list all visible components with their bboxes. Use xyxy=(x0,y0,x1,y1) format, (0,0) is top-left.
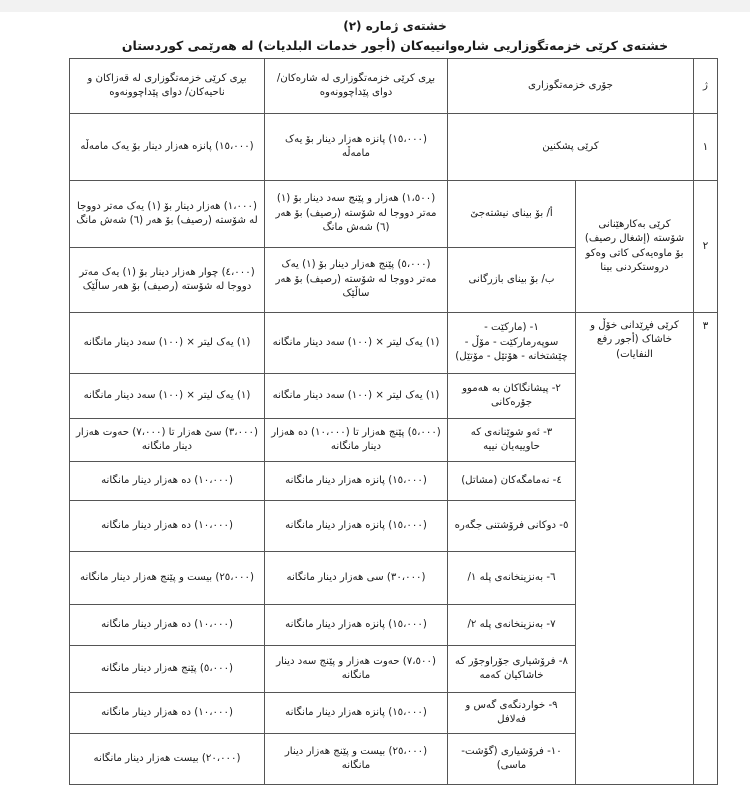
service-subtype: ٦- بەنزینخانەی پلە ١/ xyxy=(448,552,576,605)
service-category: کرێی بەکارهێنانی شۆستە (إشغال رصيف) بۆ ماوەیەکی کاتی وەکو دروستکردنی بینا xyxy=(576,181,694,313)
table-row xyxy=(70,313,718,374)
document-page xyxy=(57,12,733,771)
fee-cities: (٥،٠٠٠) پێنج هەزار تا (١٠،٠٠٠) دە هەزار دینار مانگانە xyxy=(265,419,448,462)
fee-districts: (٥،٠٠٠) پێنج هەزار دینار مانگانە xyxy=(70,646,265,693)
fee-cities: (١٥،٠٠٠) پانزە هەزار دینار مانگانە xyxy=(265,605,448,646)
service-subtype: ١- (مارکێت - سوپەرمارکێت - مۆڵ - چێشتخانە - هۆتێل - مۆتێل) xyxy=(448,313,576,374)
service-subtype: ٩- خواردنگەی گەس و فەلافل xyxy=(448,693,576,734)
fee-cities: (١،٥٠٠) هەزار و پێنج سەد دینار بۆ (١) مەتر دووجا لە شۆستە (رصيف) بۆ هەر (٦) شەش مانگ xyxy=(265,181,448,248)
service-subtype: ٣- ئەو شوێنانەی کە حاوییەیان نییە xyxy=(448,419,576,462)
fee-districts: (١٠،٠٠٠) دە هەزار دینار مانگانە xyxy=(70,501,265,552)
fee-districts: (١) یەک لیتر × (١٠٠) سەد دینار مانگانە xyxy=(70,374,265,419)
fee-districts: (١٠،٠٠٠) دە هەزار دینار مانگانە xyxy=(70,693,265,734)
service-subtype: ٤- نەمامگەکان (مشاتل) xyxy=(448,462,576,501)
fee-cities: (١٥،٠٠٠) پانزە هەزار دینار مانگانە xyxy=(265,693,448,734)
service-subtype: ٥- دوکانی فرۆشتنی جگەرە xyxy=(448,501,576,552)
fee-districts: (٣،٠٠٠) سێ هەزار تا (٧،٠٠٠) حەوت هەزار دینار مانگانە xyxy=(70,419,265,462)
header-no: ژ xyxy=(694,59,718,114)
service-subtype: ١٠- فرۆشیاری (گۆشت- ماسی) xyxy=(448,734,576,785)
top-strip xyxy=(0,0,750,12)
fee-districts: (٤،٠٠٠) چوار هەزار دینار بۆ (١) یەک مەتر دووجا لە شۆستە (رصيف) بۆ هەر ساڵێک xyxy=(70,248,265,313)
service-type: کرێی پشکنین xyxy=(448,114,694,181)
fee-cities: (١٥،٠٠٠) پانزە هەزار دینار مانگانە xyxy=(265,501,448,552)
fee-cities: (١٥،٠٠٠) پانزە هەزار دینار مانگانە xyxy=(265,462,448,501)
service-category: کرێی فڕێدانی خۆڵ و خاشاک (أجور رفع النفايات) xyxy=(576,313,694,785)
header-cities: بڕی کرێی خزمەتگوزاری لە شارەکان/ دوای پێداچوونەوە xyxy=(265,59,448,114)
row-number: ٣ xyxy=(694,313,718,785)
header-districts: بڕی کرێی خزمەتگوزاری لە قەزاکان و ناحیەکان/ دوای پێداچوونەوە xyxy=(70,59,265,114)
fee-cities: (٢٥،٠٠٠) بیست و پێنج هەزار دینار مانگانە xyxy=(265,734,448,785)
table-row xyxy=(70,114,718,181)
table-header-row xyxy=(70,59,718,114)
fee-cities: (١) یەک لیتر × (١٠٠) سەد دینار مانگانە xyxy=(265,313,448,374)
row-number: ١ xyxy=(694,114,718,181)
service-subtype: ب/ بۆ بینای بازرگانی xyxy=(448,248,576,313)
table-row xyxy=(70,181,718,248)
fee-districts: (١) یەک لیتر × (١٠٠) سەد دینار مانگانە xyxy=(70,313,265,374)
fee-cities: (١) یەک لیتر × (١٠٠) سەد دینار مانگانە xyxy=(265,374,448,419)
document-title: خشتەی کرێی خزمەتگوزاریی شارەوانییەکان (أجور خدمات البلديات) لە هەرێمی کوردستان xyxy=(121,38,669,53)
table-number: خشتەی ژمارە (٢) xyxy=(343,19,447,33)
fee-cities: (٥،٠٠٠) پێنج هەزار دینار بۆ (١) یەک مەتر دووجا لە شۆستە (رصيف) بۆ هەر ساڵێک xyxy=(265,248,448,313)
service-subtype: ٢- پیشانگاکان بە هەموو جۆرەکانی xyxy=(448,374,576,419)
header-type: جۆری خزمەتگوزاری xyxy=(448,59,694,114)
row-number: ٢ xyxy=(694,181,718,313)
service-subtype: ٨- فرۆشیاری جۆراوجۆر کە خاشاکیان کەمە xyxy=(448,646,576,693)
fee-cities: (٣٠،٠٠٠) سی هەزار دینار مانگانە xyxy=(265,552,448,605)
fee-districts: (١،٠٠٠) هەزار دینار بۆ (١) یەک مەتر دووجا لە شۆستە (رصيف) بۆ هەر (٦) شەش مانگ xyxy=(70,181,265,248)
fee-cities: (٧،٥٠٠) حەوت هەزار و پێنج سەد دینار مانگانە xyxy=(265,646,448,693)
fee-cities: (١٥،٠٠٠) پانزە هەزار دینار بۆ یەک مامەڵە xyxy=(265,114,448,181)
fee-districts: (٢٥،٠٠٠) بیست و پێنج هەزار دینار مانگانە xyxy=(70,552,265,605)
service-subtype: أ/ بۆ بینای نیشتەجێ xyxy=(448,181,576,248)
fee-districts: (٢٠،٠٠٠) بیست هەزار دینار مانگانە xyxy=(70,734,265,785)
fee-districts: (١٠،٠٠٠) دە هەزار دینار مانگانە xyxy=(70,462,265,501)
fees-table xyxy=(69,58,718,785)
fee-districts: (١٥،٠٠٠) پانزە هەزار دینار بۆ یەک مامەڵە xyxy=(70,114,265,181)
service-subtype: ٧- بەنزینخانەی پلە ٢/ xyxy=(448,605,576,646)
fee-districts: (١٠،٠٠٠) دە هەزار دینار مانگانە xyxy=(70,605,265,646)
